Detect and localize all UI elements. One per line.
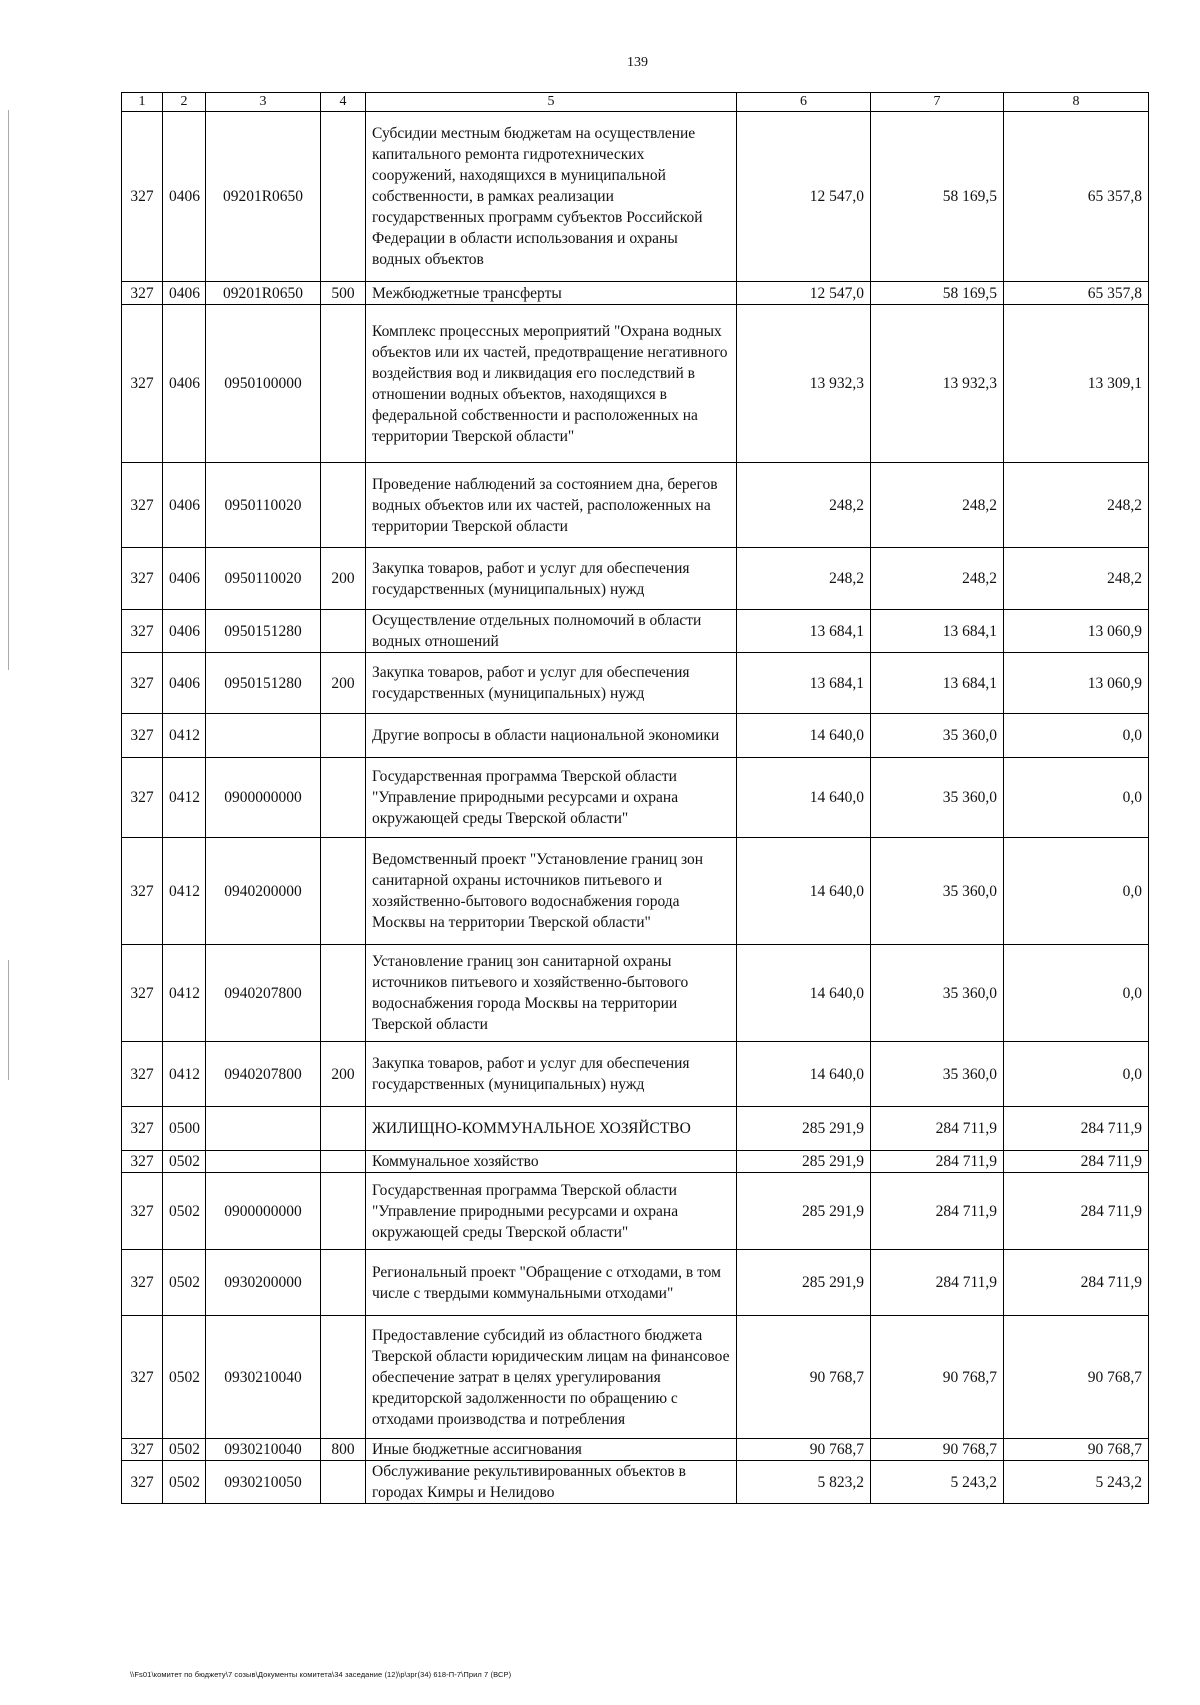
admin-code-cell: 327 [122, 463, 163, 548]
section-code-cell: 0406 [163, 653, 206, 714]
column-header: 2 [163, 93, 206, 112]
description-cell: Закупка товаров, работ и услуг для обеспечения государственных (муниципальных) нужд [366, 1042, 737, 1107]
section-code-cell: 0406 [163, 463, 206, 548]
description-cell: Установление границ зон санитарной охраны источников питьевого и хозяйственно-бытового водоснабжения города Москвы на территории Тверской области [366, 945, 737, 1042]
admin-code-cell: 327 [122, 945, 163, 1042]
target-article-cell: 0930200000 [206, 1250, 321, 1316]
table-row [122, 112, 1149, 282]
description-cell: Предоставление субсидий из областного бюджета Тверской области юридическим лицам на финансовое обеспечение затрат в целях урегулирования кредиторской задолженности по обращению с отходами производства и потребления [366, 1316, 737, 1439]
target-article-cell: 0950110020 [206, 463, 321, 548]
admin-code-cell: 327 [122, 653, 163, 714]
amount-col7-cell: 13 684,1 [871, 653, 1004, 714]
section-code-cell: 0502 [163, 1316, 206, 1439]
description-cell: Иные бюджетные ассигнования [366, 1439, 737, 1461]
description-cell: Государственная программа Тверской области "Управление природными ресурсами и охрана окружающей среды Тверской области" [366, 1173, 737, 1250]
page-number: 139 [627, 55, 648, 70]
target-article-cell: 09201R0650 [206, 112, 321, 282]
admin-code-cell: 327 [122, 305, 163, 463]
target-article-cell: 0950110020 [206, 548, 321, 610]
admin-code-cell: 327 [122, 1439, 163, 1461]
amount-col6-cell: 90 768,7 [737, 1439, 871, 1461]
column-header: 5 [366, 93, 737, 112]
amount-col6-cell: 5 823,2 [737, 1461, 871, 1504]
amount-col7-cell: 58 169,5 [871, 112, 1004, 282]
amount-col8-cell: 13 060,9 [1004, 610, 1149, 653]
table-row [122, 1461, 1149, 1504]
section-code-cell: 0412 [163, 945, 206, 1042]
section-code-cell: 0412 [163, 714, 206, 758]
amount-col6-cell: 14 640,0 [737, 714, 871, 758]
table-row [122, 1173, 1149, 1250]
admin-code-cell: 327 [122, 1173, 163, 1250]
expense-type-cell [321, 714, 366, 758]
table-row [122, 1151, 1149, 1173]
amount-col8-cell: 284 711,9 [1004, 1107, 1149, 1151]
expense-type-cell [321, 1316, 366, 1439]
target-article-cell: 0950100000 [206, 305, 321, 463]
amount-col8-cell: 65 357,8 [1004, 112, 1149, 282]
expense-type-cell: 200 [321, 653, 366, 714]
expense-type-cell: 500 [321, 282, 366, 305]
section-code-cell: 0502 [163, 1173, 206, 1250]
description-cell: Комплекс процессных мероприятий "Охрана водных объектов или их частей, предотвращение негативного воздействия вод и ликвидация его последствий в отношении водных объектов, находящихся в федеральной собственности и расположенных на территории Тверской области" [366, 305, 737, 463]
expense-type-cell [321, 305, 366, 463]
section-code-cell: 0406 [163, 305, 206, 463]
expense-type-cell: 200 [321, 1042, 366, 1107]
amount-col7-cell: 35 360,0 [871, 945, 1004, 1042]
table-header-row [122, 93, 1149, 112]
amount-col7-cell: 248,2 [871, 463, 1004, 548]
amount-col7-cell: 5 243,2 [871, 1461, 1004, 1504]
section-code-cell: 0406 [163, 112, 206, 282]
expense-type-cell [321, 1250, 366, 1316]
amount-col6-cell: 14 640,0 [737, 945, 871, 1042]
expense-type-cell [321, 1461, 366, 1504]
column-header: 7 [871, 93, 1004, 112]
amount-col8-cell: 65 357,8 [1004, 282, 1149, 305]
section-code-cell: 0406 [163, 548, 206, 610]
expense-type-cell [321, 112, 366, 282]
amount-col6-cell: 285 291,9 [737, 1151, 871, 1173]
table-row [122, 838, 1149, 945]
table-row [122, 1439, 1149, 1461]
admin-code-cell: 327 [122, 838, 163, 945]
description-cell: Другие вопросы в области национальной экономики [366, 714, 737, 758]
amount-col7-cell: 13 684,1 [871, 610, 1004, 653]
amount-col6-cell: 13 684,1 [737, 653, 871, 714]
scan-margin-mark [8, 960, 9, 1080]
description-cell: Проведение наблюдений за состоянием дна, берегов водных объектов или их частей, расположенных на территории Тверской области [366, 463, 737, 548]
table-row [122, 714, 1149, 758]
target-article-cell [206, 1107, 321, 1151]
target-article-cell: 0950151280 [206, 653, 321, 714]
column-header: 8 [1004, 93, 1149, 112]
amount-col7-cell: 35 360,0 [871, 838, 1004, 945]
amount-col8-cell: 0,0 [1004, 714, 1149, 758]
table-row [122, 1250, 1149, 1316]
amount-col7-cell: 90 768,7 [871, 1316, 1004, 1439]
admin-code-cell: 327 [122, 1042, 163, 1107]
expense-type-cell [321, 1151, 366, 1173]
target-article-cell: 0930210040 [206, 1316, 321, 1439]
amount-col6-cell: 285 291,9 [737, 1250, 871, 1316]
amount-col7-cell: 284 711,9 [871, 1151, 1004, 1173]
expense-type-cell: 200 [321, 548, 366, 610]
column-header: 4 [321, 93, 366, 112]
amount-col8-cell: 90 768,7 [1004, 1316, 1149, 1439]
amount-col8-cell: 284 711,9 [1004, 1173, 1149, 1250]
description-cell: Ведомственный проект "Установление границ зон санитарной охраны источников питьевого и хозяйственно-бытового водоснабжения города Москвы на территории Тверской области" [366, 838, 737, 945]
table-row [122, 548, 1149, 610]
section-code-cell: 0502 [163, 1250, 206, 1316]
amount-col8-cell: 284 711,9 [1004, 1250, 1149, 1316]
expense-type-cell: 800 [321, 1439, 366, 1461]
description-cell: Межбюджетные трансферты [366, 282, 737, 305]
budget-table [121, 92, 1149, 1504]
column-header: 1 [122, 93, 163, 112]
amount-col8-cell: 0,0 [1004, 945, 1149, 1042]
target-article-cell: 0940207800 [206, 1042, 321, 1107]
table-row [122, 1042, 1149, 1107]
target-article-cell [206, 714, 321, 758]
admin-code-cell: 327 [122, 1107, 163, 1151]
section-code-cell: 0502 [163, 1439, 206, 1461]
amount-col6-cell: 13 932,3 [737, 305, 871, 463]
target-article-cell: 0930210050 [206, 1461, 321, 1504]
admin-code-cell: 327 [122, 112, 163, 282]
table-row [122, 463, 1149, 548]
amount-col8-cell: 248,2 [1004, 548, 1149, 610]
amount-col8-cell: 0,0 [1004, 1042, 1149, 1107]
scan-margin-mark [8, 110, 9, 670]
amount-col6-cell: 14 640,0 [737, 1042, 871, 1107]
amount-col8-cell: 0,0 [1004, 758, 1149, 838]
amount-col7-cell: 58 169,5 [871, 282, 1004, 305]
amount-col7-cell: 284 711,9 [871, 1107, 1004, 1151]
footer-file-path: \\Fs01\комитет по бюджету\7 созыв\Документы комитета\34 заседание (12)\р\зрг(34) 618-П-7\Прил 7 (ВСР) [130, 1670, 512, 1679]
expense-type-cell [321, 1173, 366, 1250]
amount-col7-cell: 13 932,3 [871, 305, 1004, 463]
description-cell: Государственная программа Тверской области "Управление природными ресурсами и охрана окружающей среды Тверской области" [366, 758, 737, 838]
description-cell: Коммунальное хозяйство [366, 1151, 737, 1173]
admin-code-cell: 327 [122, 282, 163, 305]
expense-type-cell [321, 463, 366, 548]
amount-col7-cell: 35 360,0 [871, 758, 1004, 838]
section-code-cell: 0502 [163, 1461, 206, 1504]
expense-type-cell [321, 1107, 366, 1151]
amount-col7-cell: 90 768,7 [871, 1439, 1004, 1461]
amount-col8-cell: 284 711,9 [1004, 1151, 1149, 1173]
target-article-cell [206, 1151, 321, 1173]
admin-code-cell: 327 [122, 548, 163, 610]
amount-col6-cell: 285 291,9 [737, 1173, 871, 1250]
description-cell: Обслуживание рекультивированных объектов в городах Кимры и Нелидово [366, 1461, 737, 1504]
expense-type-cell [321, 838, 366, 945]
expense-type-cell [321, 945, 366, 1042]
admin-code-cell: 327 [122, 1250, 163, 1316]
section-code-cell: 0406 [163, 610, 206, 653]
amount-col8-cell: 13 060,9 [1004, 653, 1149, 714]
amount-col6-cell: 14 640,0 [737, 838, 871, 945]
expense-type-cell [321, 758, 366, 838]
table-row [122, 945, 1149, 1042]
section-code-cell: 0500 [163, 1107, 206, 1151]
target-article-cell: 0940207800 [206, 945, 321, 1042]
description-cell: ЖИЛИЩНО-КОММУНАЛЬНОЕ ХОЗЯЙСТВО [366, 1107, 737, 1151]
target-article-cell: 0900000000 [206, 1173, 321, 1250]
table-row [122, 1316, 1149, 1439]
amount-col8-cell: 13 309,1 [1004, 305, 1149, 463]
column-header: 3 [206, 93, 321, 112]
description-cell: Субсидии местным бюджетам на осуществление капитального ремонта гидротехнических сооружений, находящихся в муниципальной собственности, в рамках реализации государственных программ субъектов Российской Федерации в области использования и охраны водных объектов [366, 112, 737, 282]
admin-code-cell: 327 [122, 610, 163, 653]
target-article-cell: 09201R0650 [206, 282, 321, 305]
admin-code-cell: 327 [122, 1151, 163, 1173]
expense-type-cell [321, 610, 366, 653]
amount-col6-cell: 12 547,0 [737, 112, 871, 282]
section-code-cell: 0412 [163, 1042, 206, 1107]
section-code-cell: 0406 [163, 282, 206, 305]
description-cell: Закупка товаров, работ и услуг для обеспечения государственных (муниципальных) нужд [366, 653, 737, 714]
section-code-cell: 0412 [163, 838, 206, 945]
admin-code-cell: 327 [122, 1316, 163, 1439]
section-code-cell: 0502 [163, 1151, 206, 1173]
admin-code-cell: 327 [122, 758, 163, 838]
description-cell: Осуществление отдельных полномочий в области водных отношений [366, 610, 737, 653]
table-row [122, 653, 1149, 714]
amount-col6-cell: 13 684,1 [737, 610, 871, 653]
amount-col6-cell: 285 291,9 [737, 1107, 871, 1151]
amount-col6-cell: 14 640,0 [737, 758, 871, 838]
amount-col7-cell: 35 360,0 [871, 714, 1004, 758]
amount-col8-cell: 0,0 [1004, 838, 1149, 945]
admin-code-cell: 327 [122, 1461, 163, 1504]
description-cell: Закупка товаров, работ и услуг для обеспечения государственных (муниципальных) нужд [366, 548, 737, 610]
amount-col6-cell: 248,2 [737, 548, 871, 610]
amount-col7-cell: 35 360,0 [871, 1042, 1004, 1107]
amount-col6-cell: 248,2 [737, 463, 871, 548]
table-row [122, 610, 1149, 653]
table-body [122, 112, 1149, 1504]
amount-col8-cell: 5 243,2 [1004, 1461, 1149, 1504]
section-code-cell: 0412 [163, 758, 206, 838]
admin-code-cell: 327 [122, 714, 163, 758]
amount-col7-cell: 248,2 [871, 548, 1004, 610]
amount-col6-cell: 90 768,7 [737, 1316, 871, 1439]
column-header: 6 [737, 93, 871, 112]
description-cell: Региональный проект "Обращение с отходами, в том числе с твердыми коммунальными отходами" [366, 1250, 737, 1316]
table-row [122, 1107, 1149, 1151]
amount-col8-cell: 90 768,7 [1004, 1439, 1149, 1461]
amount-col7-cell: 284 711,9 [871, 1173, 1004, 1250]
target-article-cell: 0950151280 [206, 610, 321, 653]
target-article-cell: 0900000000 [206, 758, 321, 838]
amount-col7-cell: 284 711,9 [871, 1250, 1004, 1316]
amount-col8-cell: 248,2 [1004, 463, 1149, 548]
amount-col6-cell: 12 547,0 [737, 282, 871, 305]
target-article-cell: 0940200000 [206, 838, 321, 945]
table-row [122, 282, 1149, 305]
table-row [122, 758, 1149, 838]
target-article-cell: 0930210040 [206, 1439, 321, 1461]
table-row [122, 305, 1149, 463]
